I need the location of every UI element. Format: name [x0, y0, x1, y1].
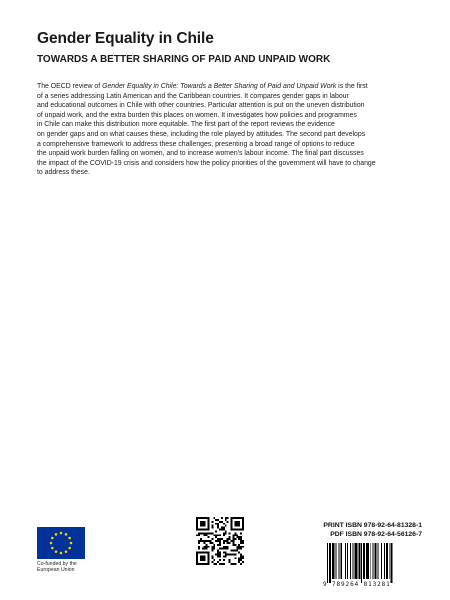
- summary-line: [37, 140, 422, 150]
- eu-star-icon: [55, 550, 58, 553]
- summary-line: [37, 159, 422, 169]
- barcode-bar: [381, 543, 382, 579]
- isbn-block: [323, 521, 422, 539]
- summary-text: in Chile can make this distribution more equitable. The first part of the report reviews the evidence: [37, 121, 335, 129]
- barcode-bar: [386, 543, 388, 579]
- eu-star-icon: [68, 547, 71, 550]
- barcode-bar: [366, 543, 369, 579]
- eu-star-icon: [55, 533, 58, 536]
- summary-text: and educational outcomes in Chile with other countries. Particular attention is put on the uneven distribution: [37, 102, 365, 110]
- summary-text: the impact of the COVID-19 crisis and considers how the policy priorities of the government will have to change: [37, 159, 376, 167]
- eu-star-icon: [50, 542, 53, 545]
- eu-caption-line2: European Union: [37, 567, 75, 573]
- barcode-bar: [338, 543, 339, 579]
- report-title-italic: Gender Equality in Chile: Towards a Better Sharing of Paid and Unpaid Work: [102, 83, 337, 90]
- barcode-bar: [391, 543, 393, 583]
- summary-line: [37, 111, 422, 121]
- barcode-digits: 9 789264 813281: [323, 581, 391, 588]
- eu-star-icon: [65, 533, 68, 536]
- summary-line: [37, 130, 422, 140]
- summary-line: [37, 149, 422, 159]
- barcode-bar: [384, 543, 385, 579]
- summary-text: on gender gaps and on what causes these, including the role played by attitudes. The second part develops: [37, 130, 366, 138]
- barcode-bar: [370, 543, 371, 579]
- barcode-bar: [373, 543, 374, 579]
- summary-paragraph: [37, 82, 422, 178]
- barcode-bar: [358, 543, 360, 579]
- eu-star-icon: [51, 537, 54, 540]
- eu-star-icon: [70, 542, 73, 545]
- qr-code-icon[interactable]: [196, 517, 244, 565]
- barcode: [325, 543, 423, 583]
- summary-text: a comprehensive framework to address these challenges, presenting a broad range of options to reduce: [37, 140, 355, 148]
- barcode-bar: [375, 543, 377, 579]
- eu-star-icon: [65, 550, 68, 553]
- summary-line: [37, 120, 422, 130]
- summary-text: of unpaid work, and the extra burden this places on women. It investigates how policies and programmes: [37, 111, 357, 119]
- barcode-bar: [345, 543, 346, 579]
- barcode-bar: [363, 543, 365, 579]
- summary-text: is the first: [336, 83, 368, 90]
- summary-line: [37, 82, 422, 92]
- barcode-bar: [329, 543, 331, 583]
- barcode-bar: [361, 543, 362, 583]
- eu-star-icon: [51, 547, 54, 550]
- eu-star-icon: [68, 537, 71, 540]
- barcode-bar: [350, 543, 351, 579]
- barcode-bar: [327, 543, 328, 583]
- eu-star-icon: [60, 532, 63, 535]
- print-isbn: PRINT ISBN 978-92-64-81328-1: [323, 522, 422, 529]
- barcode-bar: [332, 543, 335, 579]
- barcode-bar: [355, 543, 358, 579]
- barcode-bar: [336, 543, 337, 579]
- barcode-bar: [389, 543, 390, 579]
- eu-cofunded-logo: [37, 527, 89, 573]
- book-subtitle: TOWARDS A BETTER SHARING OF PAID AND UNPAID WORK: [37, 54, 331, 65]
- summary-text: of a series addressing Latin American and the Caribbean countries. It compares gender gaps in labour: [37, 92, 349, 100]
- eu-caption-line1: Co-funded by the: [37, 561, 77, 567]
- pdf-isbn: PDF ISBN 978-92-64-56126-7: [330, 531, 422, 538]
- summary-text: to address these.: [37, 169, 90, 177]
- eu-star-icon: [60, 552, 63, 555]
- summary-text: The OECD review of: [37, 83, 103, 90]
- book-title: Gender Equality in Chile: [37, 30, 214, 47]
- barcode-bar: [353, 543, 354, 579]
- barcode-bar: [377, 543, 378, 579]
- eu-flag-icon: [37, 527, 85, 559]
- summary-line: [37, 101, 422, 111]
- summary-line: [37, 168, 422, 178]
- summary-text: the unpaid work burden falling on women, and to increase women's labour income. The final part discusses: [37, 150, 364, 158]
- summary-line: [37, 92, 422, 102]
- barcode-bar: [340, 543, 342, 579]
- barcode-bar: [347, 543, 348, 579]
